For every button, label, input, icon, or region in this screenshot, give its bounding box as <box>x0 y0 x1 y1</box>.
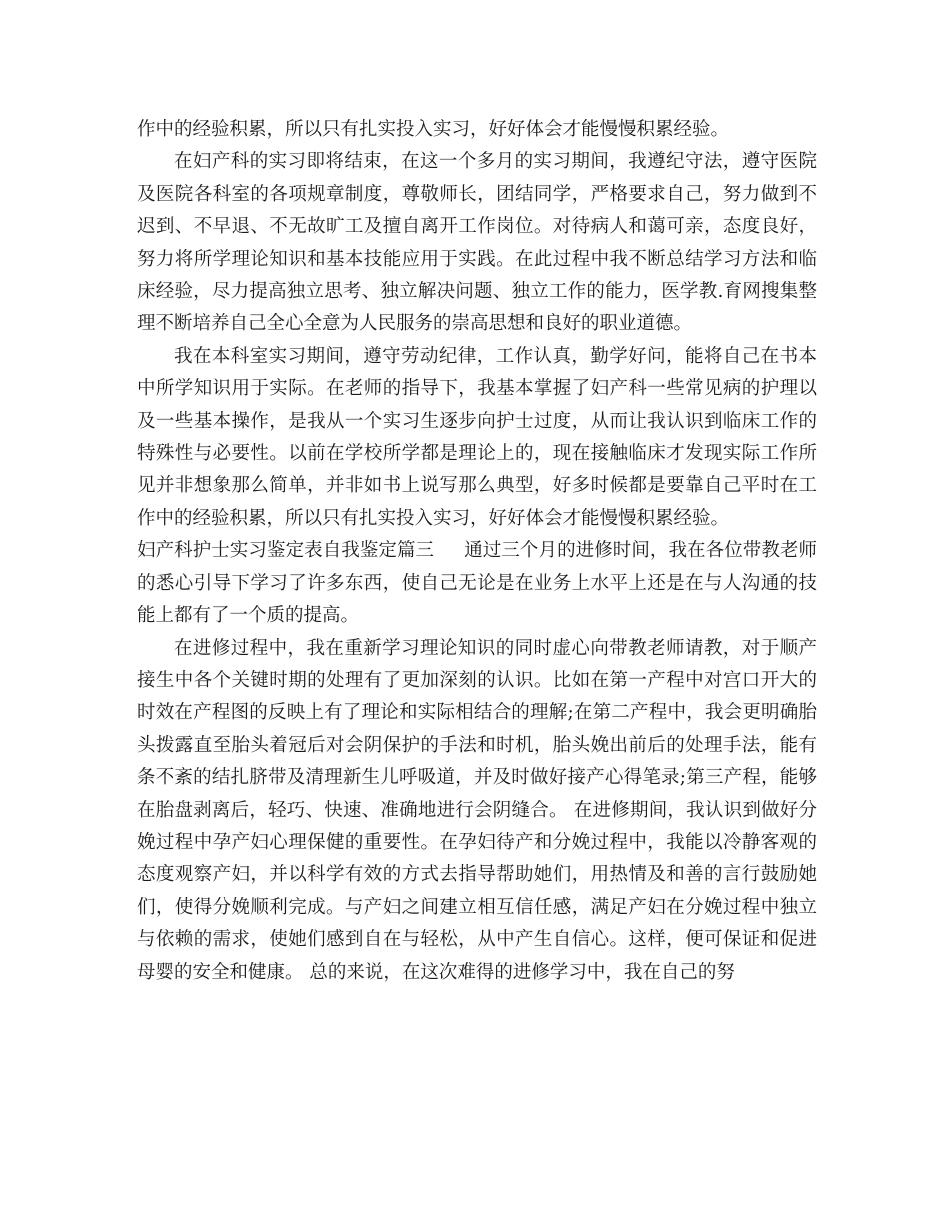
paragraph-4-text: 通过三个月的进修时间，我在各位带教老师的悉心引导下学习了许多东西，使自己无论是在业务上水平上还是在与人沟通的技能上都有了一个质的提高。 <box>137 540 817 627</box>
paragraph-4 <box>137 535 817 632</box>
document-body <box>137 114 817 989</box>
paragraph-5: 在进修过程中，我在重新学习理论知识的同时虚心向带教老师请教，对于顺产接生中各个关键时期的处理有了更加深刻的认识。比如在第一产程中对宫口开大的时效在产程图的反映上有了理论和实际相结合的理解;在第二产程中，我会更明确胎头拨露直至胎头着冠后对会阴保护的手法和时机，胎头娩出前后的处理手法，能有条不紊的结扎脐带及清理新生儿呼吸道，并及时做好接产心得笔录;第三产程，能够在胎盘剥离后，轻巧、快速、准确地进行会阴缝合。 在进修期间，我认识到做好分娩过程中孕产妇心理保健的重要性。在孕妇待产和分娩过程中，我能以冷静客观的态度观察产妇，并以科学有效的方式去指导帮助她们，用热情及和善的言行鼓励她们，使得分娩顺利完成。与产妇之间建立相互信任感，满足产妇在分娩过程中独立与依赖的需求，使她们感到自在与轻松，从中产生自信心。这样，便可保证和促进母婴的安全和健康。 总的来说，在这次难得的进修学习中，我在自己的努 <box>137 637 817 983</box>
paragraph-1: 作中的经验积累，所以只有扎实投入实习，好好体会才能慢慢积累经验。 <box>137 119 730 140</box>
paragraph-3: 我在本科室实习期间，遵守劳动纪律，工作认真，勤学好问，能将自己在书本中所学知识用于实际。在老师的指导下，我基本掌握了妇产科一些常见病的护理以及一些基本操作，是我从一个实习生逐步向护士过度，从而让我认识到临床工作的特殊性与必要性。以前在学校所学都是理论上的，现在接触临床才发现实际工作所见并非想象那么简单，并非如书上说写那么典型，好多时候都是要靠自己平时在工作中的经验积累，所以只有扎实投入实习，好好体会才能慢慢积累经验。 <box>137 345 817 529</box>
section-heading: 妇产科护士实习鉴定表自我鉴定篇三 <box>137 540 435 562</box>
paragraph-2: 在妇产科的实习即将结束，在这一个多月的实习期间，我遵纪守法，遵守医院及医院各科室的各项规章制度，尊敬师长，团结同学，严格要求自己，努力做到不迟到、不早退、不无故旷工及擅自离开工作岗位。对待病人和蔼可亲，态度良好，努力将所学理论知识和基本技能应用于实践。在此过程中我不断总结学习方法和临床经验，尽力提高独立思考、独立解决问题、独立工作的能力，医学教.育网搜集整理不断培养自己全心全意为人民服务的崇高思想和良好的职业道德。 <box>137 151 817 335</box>
